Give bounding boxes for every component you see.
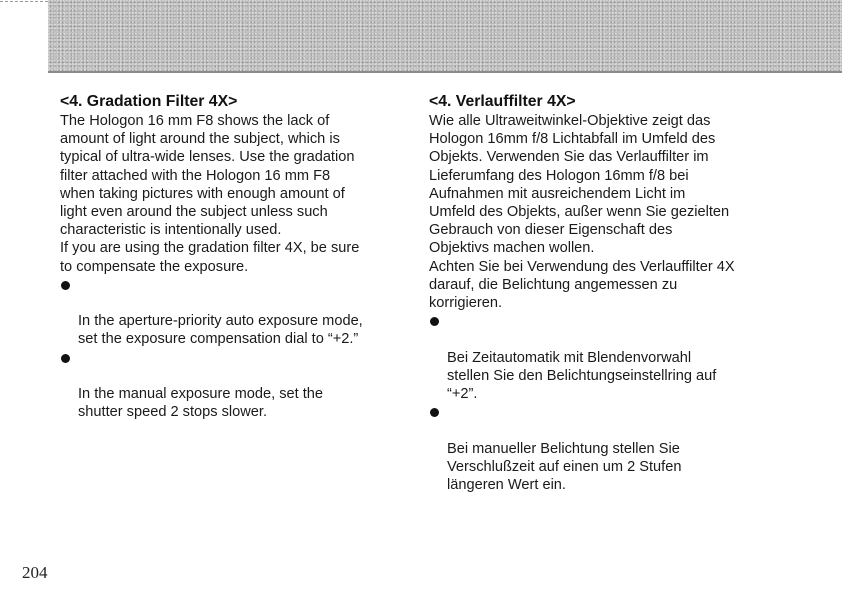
page-number: 204: [22, 563, 48, 582]
bullet-dot-icon: [430, 408, 439, 417]
german-bullet-list: [429, 312, 774, 494]
german-bullet-item: [429, 403, 774, 494]
english-heading: <4. Gradation Filter 4X>: [60, 93, 238, 110]
german-bullet-text: Bei manueller Belichtung stellen Sie Verschlußzeit auf einen um 2 Stufen längeren Wert ein.: [447, 440, 682, 494]
english-paragraph-1: The Hologon 16 mm F8 shows the lack of amount of light around the subject, which is typical of ultra-wide lenses. Use the gradation filter attached with the Hologon 16 mm F8 when taking pictures with enough amount of light even around the subject unless such characteristic is intentionally used.: [60, 113, 355, 239]
english-bullet-text: In the manual exposure mode, set the shutter speed 2 stops slower.: [78, 386, 324, 421]
german-heading: <4. Verlauffilter 4X>: [429, 93, 576, 110]
german-section: [429, 92, 774, 494]
english-bullet-item: [60, 276, 400, 349]
english-section: [60, 92, 400, 421]
header-texture-band: [48, 0, 842, 73]
german-paragraph-1: Wie alle Ultraweitwinkel-Objektive zeigt das Hologon 16mm f/8 Lichtabfall im Umfeld des Objekts. Verwenden Sie das Verlauffilter im Lieferumfang des Hologon 16mm f/8 bei Aufnahmen mit ausreichendem Licht im Umfeld des Objekts, außer wenn Sie gezielten Gebrauch von dieser Eigenschaft des Objektivs machen wollen.: [429, 113, 730, 257]
german-bullet-item: [429, 312, 774, 403]
german-paragraph-2: Achten Sie bei Verwendung des Verlauffilter 4X darauf, die Belichtung angemessen zu korrigieren.: [429, 258, 735, 312]
english-bullet-item: [60, 349, 400, 422]
top-edge-rule: [0, 1, 48, 2]
english-bullet-text: In the aperture-priority auto exposure mode, set the exposure compensation dial to “+2.”: [78, 313, 363, 348]
bullet-dot-icon: [430, 317, 439, 326]
bullet-dot-icon: [61, 354, 70, 363]
german-bullet-text: Bei Zeitautomatik mit Blendenvorwahl stellen Sie den Belichtungseinstellring auf “+2”.: [447, 349, 717, 403]
bullet-dot-icon: [61, 281, 70, 290]
english-paragraph-2: If you are using the gradation filter 4X, be sure to compensate the exposure.: [60, 240, 360, 275]
english-bullet-list: [60, 276, 400, 422]
